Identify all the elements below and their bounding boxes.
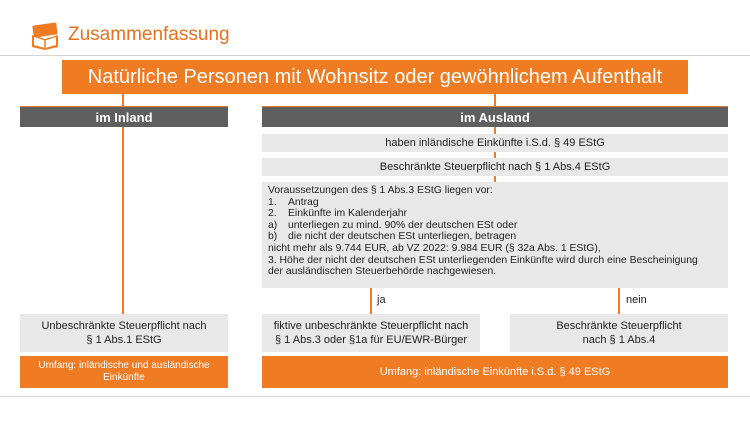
inland-scope-box: Umfang: inländische und ausländische Einkünfte xyxy=(20,356,228,388)
yes-label: ja xyxy=(377,294,386,306)
condition-item: b) die nicht der deutschen ESt unterliegen, betragen xyxy=(268,231,517,243)
connector xyxy=(370,288,372,314)
conditions-intro: Voraussetzungen des § 1 Abs.3 EStG liegen vor: xyxy=(268,185,493,196)
inland-result-box: Unbeschränkte Steuerpflicht nach § 1 Abs.1 EStG xyxy=(20,314,228,352)
step-inlandische-einkuenfte: haben inländische Einkünfte i.S.d. § 49 EStG xyxy=(262,134,728,152)
condition-item: 1. Antrag xyxy=(268,196,319,208)
open-book-icon xyxy=(30,22,60,50)
slide-title: Zusammenfassung xyxy=(68,24,230,45)
connector xyxy=(122,127,124,314)
step-beschraenkte-steuerpflicht: Beschränkte Steuerpflicht nach § 1 Abs.4 EStG xyxy=(262,158,728,176)
no-label: nein xyxy=(626,294,647,306)
condition-item: a) unterliegen zu mind. 90% der deutschen ESt oder xyxy=(268,219,518,231)
yes-result-box: fiktive unbeschränkte Steuerpflicht nach § 1 Abs.3 oder §1a für EU/EWR-Bürger xyxy=(262,314,480,352)
condition-text: der ausländischen Steuerbehörde nachgewiesen. xyxy=(268,266,497,278)
ausland-scope-box: Umfang: inländische Einkünfte i.S.d. § 49 EStG xyxy=(262,356,728,388)
condition-text: nicht mehr als 9.744 EUR, ab VZ 2022: 9.984 EUR (§ 32a Abs. 1 EStG), xyxy=(268,242,601,254)
main-banner: Natürliche Personen mit Wohnsitz oder gewöhnlichem Aufenthalt xyxy=(62,60,688,94)
condition-item: 2. Einkünfte im Kalenderjahr xyxy=(268,208,407,220)
column-header-ausland: im Ausland xyxy=(262,107,728,127)
header-divider xyxy=(0,55,750,56)
condition-text: 3. Höhe der nicht der deutschen ESt unterliegenden Einkünfte wird durch eine Bescheinigung xyxy=(268,254,698,266)
no-result-box: Beschränkte Steuerpflicht nach § 1 Abs.4 xyxy=(510,314,728,352)
column-header-inland: im Inland xyxy=(20,107,228,127)
conditions-box xyxy=(262,182,728,288)
footer-divider xyxy=(0,396,750,397)
connector xyxy=(494,127,496,134)
connector xyxy=(618,288,620,314)
